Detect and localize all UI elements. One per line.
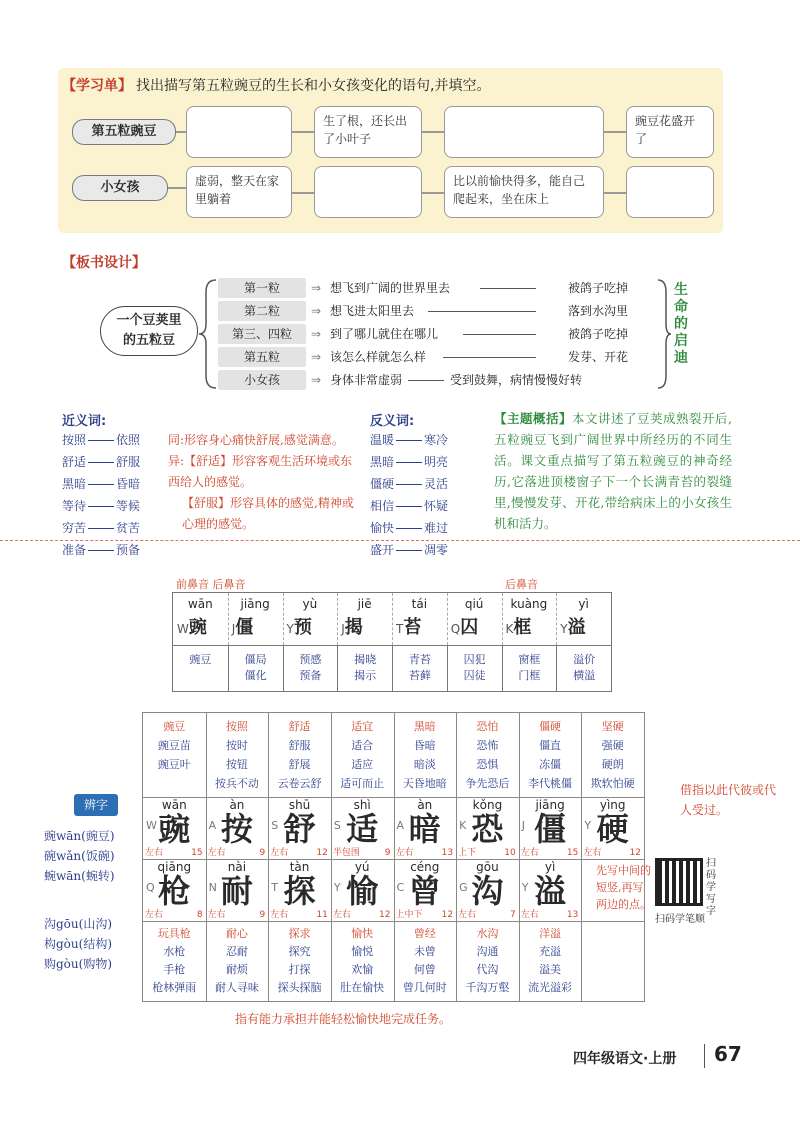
char-glyph: 恐 (471, 810, 504, 848)
word-item: 适可而止 (340, 777, 385, 790)
col-line (392, 593, 393, 645)
char-cell (206, 859, 269, 921)
char-glyph: 沟 (471, 872, 504, 910)
char-strokes: 9 (259, 848, 266, 858)
char-capital: T (396, 622, 404, 636)
char-pinyin: jiāng (535, 798, 565, 812)
char-cell (394, 859, 457, 921)
word-item: 流光溢彩 (528, 981, 573, 994)
char-row (177, 613, 207, 639)
board-row-5: 小女孩 ⇒ 身体非常虚弱 受到鼓舞，病情慢慢好转 (218, 370, 658, 390)
word-item: 囚犯 (463, 653, 486, 666)
blank-box-3[interactable] (444, 106, 604, 158)
char-capital: S (271, 819, 279, 832)
char-structure: 左右 (145, 910, 164, 920)
compare-group-2: 沟gōu(山沟) 构gòu(结构) 购gòu(购物) (44, 917, 112, 971)
pinyin-cell (392, 593, 447, 645)
antonym-pair: 僵硬 灵活 (370, 477, 449, 491)
nasal-note-left: 前鼻音 后鼻音 (176, 578, 246, 591)
antonym-pair: 愉快 难过 (370, 521, 449, 535)
char-word-cell (331, 921, 394, 1001)
char-word-cell (143, 713, 206, 797)
char-strokes: 10 (504, 848, 516, 858)
word-item: 横溢 (573, 669, 596, 682)
word-item: 按兵不动 (214, 777, 259, 790)
word-item: 水沟 (476, 927, 499, 940)
char-pinyin: nài (227, 860, 247, 874)
pinyin-cell (173, 593, 228, 645)
bottom-note: 指有能力承担并能轻松愉快地完成任务。 (235, 1012, 452, 1026)
word-item: 未曾 (413, 945, 436, 958)
word-item: 僵直 (539, 739, 562, 752)
char-structure: 左右 (270, 910, 289, 920)
word-item: 揭晓 (354, 653, 377, 666)
char-glyph: 预 (293, 617, 312, 638)
word-item: 僵化 (244, 669, 267, 682)
pinyin-text: jiāng (240, 597, 270, 611)
char-capital: Y (584, 819, 592, 832)
char-word-cell (206, 713, 269, 797)
char-structure: 上下 (458, 848, 477, 858)
char-pinyin: àn (229, 798, 245, 812)
char-row (232, 613, 254, 639)
label-little-girl: 小女孩 (72, 175, 168, 201)
word-item: 暗淡 (413, 758, 436, 771)
word-item: 按钮 (225, 758, 248, 771)
pinyin-cell (556, 593, 611, 645)
char-structure: 左右 (520, 848, 539, 858)
word-item: 昏暗 (413, 739, 436, 752)
blank-girl-box-2[interactable] (314, 166, 422, 218)
word-item: 溢价 (573, 653, 596, 666)
word-item: 适应 (351, 758, 374, 771)
char-word-cell (268, 921, 331, 1001)
compare-group-1: 豌wān(豌豆) 碗wǎn(饭碗) 蜿wān(蜿转) (44, 829, 115, 883)
board-title: 一个豆荚里 的五粒豆 (100, 306, 198, 356)
pinyin-table (172, 592, 612, 692)
word-item: 舒服 (288, 739, 311, 752)
word-item: 探头探脑 (277, 981, 322, 994)
word-item: 豌豆 (163, 720, 186, 733)
char-cell (143, 859, 206, 921)
char-word-cell (143, 921, 206, 1001)
char-cell (456, 859, 519, 921)
char-glyph: 囚 (460, 617, 479, 638)
char-word-cell (519, 713, 582, 797)
word-item: 欢愉 (351, 963, 374, 976)
word-item: 黑暗 (413, 720, 436, 733)
char-capital: W (177, 622, 189, 636)
char-row (560, 613, 585, 639)
qr-code-icon[interactable] (655, 858, 703, 906)
board-row-4: 第五粒 ⇒ 该怎么样就怎么样 发芽、开花 (218, 347, 658, 367)
synonym-pair: 舒适 舒服 (62, 455, 141, 469)
word-item: 曾经 (413, 927, 436, 940)
right-brace (656, 278, 672, 390)
blank-box-1[interactable] (186, 106, 292, 158)
study-tag: 【学习单】 (62, 78, 132, 94)
col-line (447, 593, 448, 645)
char-strokes: 11 (316, 910, 328, 920)
antonym-pair: 盛开 凋零 (370, 543, 449, 557)
page-number: 67 (714, 1042, 742, 1066)
char-capital: S (333, 819, 341, 832)
pinyin-cell (502, 593, 557, 645)
word-cell (556, 646, 611, 692)
word-cell (447, 646, 502, 692)
col-line (283, 593, 284, 645)
char-capital: W (146, 819, 157, 832)
word-item: 曾几何时 (402, 981, 447, 994)
word-item: 愉悦 (351, 945, 374, 958)
synonym-pair: 黑暗 昏暗 (62, 477, 141, 491)
pinyin-text: wān (187, 597, 213, 611)
blank-girl-box-4[interactable] (626, 166, 714, 218)
hard-note: 借指以此代彼或代人受过。 (680, 783, 777, 817)
char-row (287, 613, 312, 639)
word-item: 李代桃僵 (528, 777, 573, 790)
char-strokes: 9 (384, 848, 391, 858)
char-pinyin: àn (417, 798, 433, 812)
word-item: 揭示 (354, 669, 377, 682)
char-cell (331, 797, 394, 859)
synonyms-title: 近义词: (62, 414, 107, 429)
char-capital: J (231, 622, 236, 636)
char-cell (519, 859, 582, 921)
synonym-pair: 按照 依照 (62, 433, 141, 447)
pinyin-text: yù (302, 597, 318, 611)
word-item: 按照 (225, 720, 248, 733)
char-pinyin: wān (161, 798, 187, 812)
word-item: 强硬 (601, 739, 624, 752)
nasal-note-right: 后鼻音 (505, 578, 538, 591)
char-pinyin: céng (410, 860, 440, 874)
char-capital: Q (450, 622, 461, 636)
col-line (337, 593, 338, 645)
char-strokes: 15 (191, 848, 203, 858)
board-side-text: 生命的启迪 (674, 282, 688, 366)
pinyin-text: jiē (357, 597, 372, 611)
word-item: 预感 (299, 653, 322, 666)
word-item: 恐怕 (476, 720, 499, 733)
char-glyph: 揭 (344, 617, 363, 638)
char-word-cell (519, 921, 582, 1001)
word-item: 舒展 (288, 758, 311, 771)
char-word-cell (268, 713, 331, 797)
antonym-pair: 相信 怀疑 (370, 499, 449, 513)
word-item: 何曾 (413, 963, 436, 976)
word-item: 僵局 (244, 653, 267, 666)
word-item: 坚硬 (601, 720, 624, 733)
pinyin-text: tái (411, 597, 428, 611)
char-pinyin: yú (354, 860, 370, 874)
char-capital: A (208, 819, 217, 832)
char-glyph: 曾 (408, 872, 441, 910)
char-capital: C (396, 881, 405, 894)
filled-girl-box-1: 虚弱，整天在家里躺着 (186, 166, 292, 218)
pinyin-text: yì (578, 597, 589, 611)
col-line (556, 593, 557, 645)
char-structure: 半包围 (332, 848, 360, 858)
char-capital: Y (521, 881, 529, 894)
footer-book: 四年级语文·上册 (573, 1051, 677, 1067)
word-item: 苔藓 (408, 669, 431, 682)
word-cell (337, 646, 392, 692)
char-glyph: 僵 (235, 617, 254, 638)
char-cell (143, 797, 206, 859)
pinyin-cell (447, 593, 502, 645)
char-capital: Y (333, 881, 341, 894)
char-strokes: 9 (259, 910, 266, 920)
study-instruction: 找出描写第五粒豌豆的生长和小女孩变化的语句,并填空。 (136, 78, 491, 94)
char-pinyin: shì (353, 798, 371, 812)
word-item: 溢美 (539, 963, 562, 976)
antonym-pair: 黑暗 明亮 (370, 455, 449, 469)
qr-text-1: 扫码学写字 (706, 858, 716, 917)
word-item: 打探 (288, 963, 311, 976)
char-cell (394, 797, 457, 859)
board-row-1: 第一粒 ⇒ 想飞到广阔的世界里去 被鸽子吃掉 (218, 278, 658, 298)
word-item: 充溢 (539, 945, 562, 958)
char-glyph: 枪 (158, 872, 191, 910)
char-pinyin: kǒng (472, 798, 503, 812)
pinyin-text: kuàng (510, 597, 548, 611)
char-glyph: 按 (220, 810, 253, 848)
char-glyph: 愉 (346, 872, 379, 910)
word-item: 囚徒 (463, 669, 486, 682)
word-item: 豌豆 (189, 653, 212, 666)
char-capital: A (396, 819, 405, 832)
char-word-cell (331, 713, 394, 797)
char-glyph: 适 (346, 810, 379, 848)
char-row (451, 613, 478, 639)
char-strokes: 12 (441, 910, 454, 920)
filled-box-2: 生了根，还长出了小叶子 (314, 106, 422, 158)
char-cell (331, 859, 394, 921)
pinyin-cell (283, 593, 338, 645)
word-item: 耐心 (225, 927, 248, 940)
char-structure: 左右 (145, 848, 164, 858)
char-strokes: 8 (196, 910, 203, 920)
char-structure: 左右 (332, 910, 351, 920)
char-capital: N (208, 881, 217, 894)
char-structure: 左右 (207, 910, 226, 920)
word-item: 适宜 (351, 720, 374, 733)
char-capital: Y (560, 622, 568, 636)
word-item: 玩具枪 (157, 927, 191, 940)
synonym-note: 同:形容身心痛快舒展,感觉满意。 异:【舒适】形容客观生活环境或东西给人的感觉。 【舒服】形容具体的感觉,精神或心理的感觉。 (168, 433, 354, 531)
word-item: 洋溢 (539, 927, 562, 940)
word-item: 硬朗 (601, 758, 624, 771)
word-item: 按时 (225, 739, 248, 752)
word-item: 千沟万壑 (465, 981, 510, 994)
char-strokes: 7 (510, 910, 516, 920)
char-cell (206, 797, 269, 859)
char-structure: 左右 (458, 910, 477, 920)
word-item: 争先恐后 (465, 777, 510, 790)
word-item: 沟通 (476, 945, 499, 958)
char-pinyin: shū (288, 798, 311, 812)
char-cell (268, 859, 331, 921)
char-glyph: 溢 (534, 872, 567, 910)
char-structure: 左右 (270, 848, 289, 858)
filled-girl-box-3: 比以前愉快得多，能自己爬起来，坐在床上 (444, 166, 604, 218)
char-glyph: 豌 (188, 617, 207, 638)
char-structure: 上中下 (395, 910, 423, 920)
synonym-pair: 等待 等候 (62, 499, 141, 513)
left-brace (198, 278, 218, 390)
char-strokes: 12 (379, 910, 391, 920)
word-item: 舒适 (288, 720, 311, 733)
divider (0, 540, 800, 541)
char-row (396, 613, 421, 639)
word-item: 恐怖 (476, 739, 499, 752)
word-item: 门框 (518, 669, 541, 682)
char-strokes: 12 (316, 848, 328, 858)
char-glyph: 暗 (408, 810, 441, 848)
char-strokes: 15 (566, 848, 579, 858)
col-line (228, 593, 229, 645)
word-item: 预备 (299, 669, 322, 682)
char-structure: 左右 (395, 848, 414, 858)
char-capital: K (459, 819, 467, 832)
synonym-pair: 准备 预备 (62, 543, 141, 557)
word-item: 肚在愉快 (340, 981, 385, 994)
word-item: 豌豆苗 (157, 739, 191, 752)
word-item: 水枪 (163, 945, 186, 958)
char-cell (581, 797, 644, 859)
char-word-cell (581, 713, 644, 797)
distinguish-label: 辨字 (74, 794, 118, 816)
char-pinyin: tàn (289, 860, 310, 874)
word-item: 恐惧 (476, 758, 499, 771)
char-capital: G (459, 881, 468, 894)
word-item: 探究 (288, 945, 311, 958)
word-item: 云卷云舒 (277, 777, 322, 790)
qr-text-2: 扫码学笔顺 (655, 914, 705, 925)
word-item: 愉快 (351, 927, 374, 940)
char-strokes: 12 (629, 848, 641, 858)
char-glyph: 耐 (220, 872, 253, 910)
char-glyph: 苔 (403, 617, 422, 638)
antonyms-title: 反义词: (370, 414, 415, 429)
char-pinyin: yì (544, 860, 556, 874)
char-structure: 左右 (583, 848, 602, 858)
word-item: 耐烦 (225, 963, 248, 976)
word-cell (173, 646, 228, 692)
char-pinyin: gōu (476, 860, 499, 874)
synonym-pair: 穷苦 贫苦 (62, 521, 141, 535)
char-glyph: 探 (283, 872, 316, 910)
board-tag: 【板书设计】 (62, 255, 146, 271)
col-line (502, 593, 503, 645)
char-word-cell (394, 921, 457, 1001)
word-item: 枪林弹雨 (152, 981, 197, 994)
word-item: 僵硬 (539, 720, 562, 733)
char-capital: Y (286, 622, 294, 636)
char-glyph: 舒 (283, 810, 316, 848)
word-item: 探求 (288, 927, 311, 940)
char-structure: 左右 (207, 848, 226, 858)
char-cell (519, 797, 582, 859)
char-row (341, 613, 363, 639)
word-item: 青苔 (408, 653, 431, 666)
word-cell (502, 646, 557, 692)
theme-summary: 【主题概括】本文讲述了豆荚成熟裂开后,五粒豌豆飞到广阔世界中所经历的不同生活。课文重点描写了第五粒豌豆的神奇经历,它落进顶楼窗子下一个长满青苔的裂缝里,慢慢发芽、开花,带给病床上的小女孩生机和活力。 (494, 411, 732, 531)
word-item: 代沟 (476, 963, 499, 976)
char-pinyin: qiāng (157, 860, 192, 874)
char-glyph: 框 (513, 617, 532, 638)
word-item: 豌豆叶 (157, 758, 191, 771)
char-word-cell (394, 713, 457, 797)
char-word-cell (206, 921, 269, 1001)
char-capital: T (271, 881, 278, 894)
word-item: 忍耐 (225, 945, 248, 958)
char-word-cell (456, 713, 519, 797)
word-cell (228, 646, 283, 692)
word-item: 欺软怕硬 (590, 777, 635, 790)
char-structure: 左右 (520, 910, 539, 920)
word-cell (283, 646, 338, 692)
antonym-pair: 温暖 寒冷 (370, 433, 449, 447)
char-strokes: 13 (566, 910, 579, 920)
filled-box-4: 豌豆花盛开了 (626, 106, 714, 158)
pinyin-text: qiú (464, 597, 484, 611)
char-glyph: 豌 (158, 810, 191, 848)
word-item: 天昏地暗 (402, 777, 447, 790)
word-item: 手枪 (163, 963, 186, 976)
char-glyph: 僵 (534, 810, 567, 848)
stroke-note: 先写中间的短竖,再写两边的点。 (596, 864, 651, 911)
char-capital: K (505, 622, 514, 636)
pinyin-cell (337, 593, 392, 645)
board-row-3: 第三、四粒 ⇒ 到了哪儿就住在哪儿 被鸽子吃掉 (218, 324, 658, 344)
char-row (506, 613, 532, 639)
word-cell (392, 646, 447, 692)
char-table (142, 712, 645, 1002)
char-cell (456, 797, 519, 859)
char-glyph: 硬 (596, 810, 629, 848)
label-fifth-pea: 第五粒豌豆 (72, 119, 176, 145)
word-item: 窗框 (518, 653, 541, 666)
char-strokes: 13 (441, 848, 454, 858)
board-row-2: 第二粒 ⇒ 想飞进太阳里去 落到水沟里 (218, 301, 658, 321)
char-word-cell (456, 921, 519, 1001)
pinyin-cell (228, 593, 283, 645)
char-capital: J (521, 819, 525, 832)
char-pinyin: yìng (599, 798, 626, 812)
char-capital: Q (146, 881, 155, 894)
word-item: 冻僵 (539, 758, 562, 771)
char-glyph: 溢 (567, 617, 586, 638)
char-cell (268, 797, 331, 859)
char-capital: J (341, 622, 345, 636)
word-item: 耐人寻味 (214, 981, 259, 994)
word-item: 适合 (351, 739, 374, 752)
